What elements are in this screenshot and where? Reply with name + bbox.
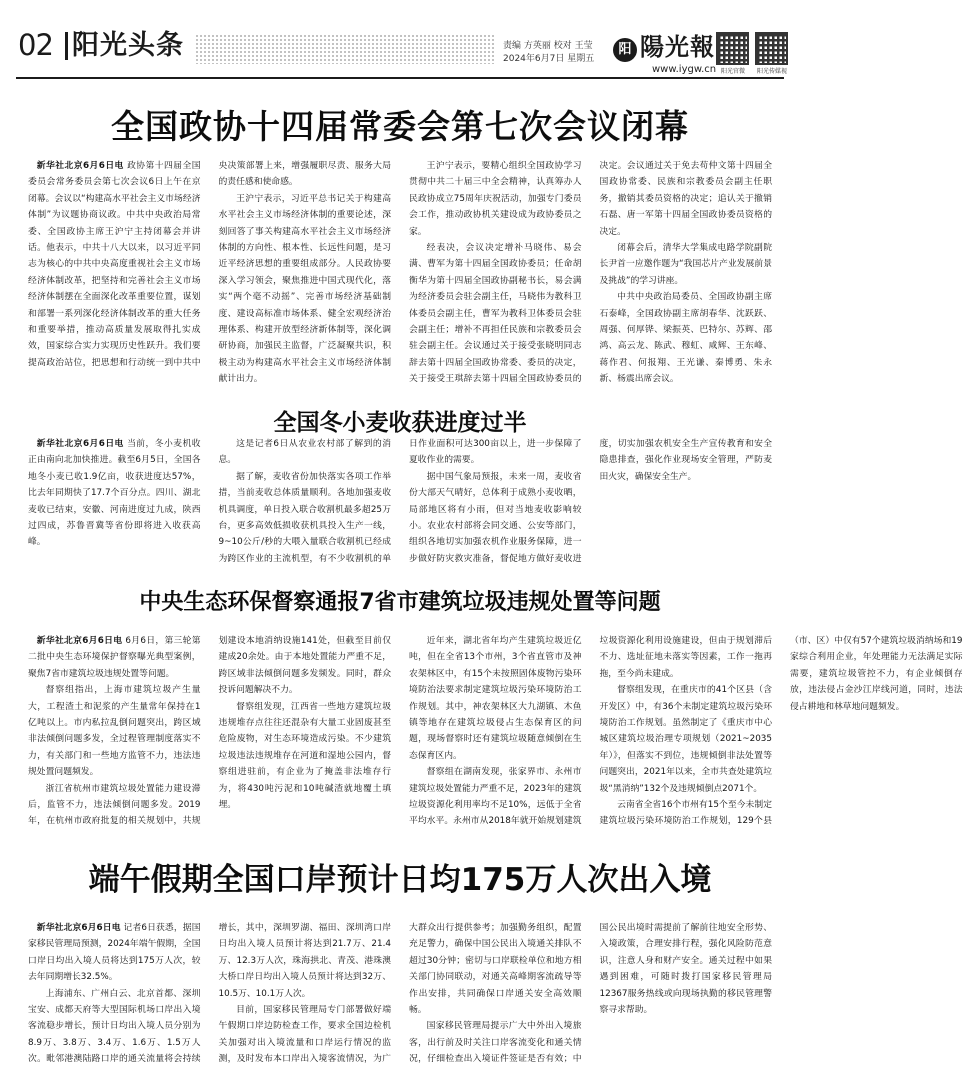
article-body	[28, 158, 772, 392]
article-paragraph: 闭幕会后，清华大学集成电路学院副院长尹首一应邀作题为“我国芯片产业发展前景及挑战”的学习讲座。	[599, 243, 772, 286]
article-headline: 全国冬小麦收获进度过半	[273, 410, 527, 436]
page-number: 02	[18, 28, 53, 62]
article-paragraph: 国家移民管理局提示广大中外出入境旅客，出行前及时关注口岸客流变化和通关情况，仔细检查出入境证件签证是否有效；中国公民出境时需提前了解前往地安全形势、入境政策，合理安排行程，强化风险防范意识，注意人身和财产安全。通关过程中如果遇到困难，可随时拨打国家移民管理局12367服务热线或向现场执勤的移民管理警察寻求帮助。	[409, 923, 772, 1065]
article-text: 记者6日获悉，据国家移民管理局预测，2024年端午假期，全国口岸日均出入境人员将达到175万人次，较去年同期增长32.5%。	[28, 923, 201, 983]
article-paragraph	[28, 920, 201, 986]
masthead	[0, 0, 800, 80]
article-paragraph: 目前，国家移民管理局专门部署做好端午假期口岸边防检查工作，要求全国边检机关加强对出入境流量和口岸运行情况的监测，及时发布本口岸出入境客流情况，为广大群众出行提供参考；加强勤务组织，配置充足警力，确保中国公民出入境通关排队不超过30分钟；密切与口岸联检单位和地方相关部门协同联动，对通关高峰期客流疏导等作出安排，共同确保口岸通关安全高效顺畅。	[218, 923, 582, 1065]
qr-code-icon	[716, 32, 749, 65]
article-paragraph: 督察组发现，在重庆市的41个区县（含开发区）中，有36个未制定建筑垃圾污染环境防治工作规划。虽然制定了《重庆市中心城区建筑垃圾治理专项规划（2021~2035年）》，但落实不到位，违规倾倒非法处置等问题突出，2021年以来，全市共查处建筑垃圾“黑消纳”132个及违规倾倒点2071个。	[599, 685, 772, 794]
article-paragraph: 督察组在湖南发现，张家界市、永州市建筑垃圾处置能力严重不足，2023年的建筑垃圾资源化利用率均不足10%，远低于全省平均水平。永州市从2018年就开始规划建筑垃圾资源化利用设施建设，但由于规划滞后不力、选址征地未落实等因素，工作一拖再拖，至今尚未建成。	[409, 636, 772, 827]
article-paragraph: 据了解，麦收省份加快落实各项工作举措，当前麦收总体质量顺利。各地加强麦收机具调度，单日投入联合收割机最多超25万台，更多高效低损收获机具投入生产一线，9~10公斤/秒的大喂入量联合收割机已经成为跨区作业的主流机型，有不少收割机的单日作业面积可达300亩以上，进一步保障了夏收作业的需要。	[218, 439, 582, 564]
qr-code-icon	[755, 32, 788, 65]
article-paragraph: 据中国气象局预报，未来一周，麦收省份大部天气晴好，总体利于成熟小麦收晒，局部地区将有小雨，但对当地麦收影响较小。农业农村部将会同交通、公安等部门，组织各地切实加强农机作业服务保障，进一步做好防灾救灾准备，督促地方做好麦收进度，切实加强农机安全生产宣传教育和安全隐患排查，强化作业现场安全管理，严防麦田火灾，确保安全生产。	[409, 439, 772, 564]
section-title: 阳光头条	[72, 30, 184, 61]
article-dateline: 新华社北京6月6日电	[36, 161, 124, 171]
editor-credits: 责编 方英丽 校对 王莹	[503, 41, 593, 51]
article-body	[28, 920, 772, 1070]
masthead-rule	[16, 77, 784, 79]
decorative-dot-pattern	[195, 34, 495, 64]
article-paragraph	[28, 436, 201, 551]
article-paragraph: 督察组发现，江西省一些地方建筑垃圾违规堆存点往往还混杂有大量工业固废甚至危险废物，对生态环境造成污染。不少建筑垃圾违法违规堆存在河道和湿地公园内，督察组进驻前，有企业为了掩盖非法堆存行为，将430吨污泥和10吨碱渣就地覆土填埋。	[218, 701, 391, 811]
article-body	[28, 436, 772, 574]
qr-caption: 阳光传媒视	[756, 68, 787, 75]
article-paragraph: 经表决，会议决定增补马晓伟、易会满、曹军为第十四届全国政协委员；任命胡衡华为第十四届全国政协副秘书长，易会满为经济委员会驻会副主任，马晓伟为教科卫体委员会副主任，曹军为教科卫体委员会驻会副主任；增补不再担任民族和宗教委员会驻会副主任。会议通过关于接受张晓明同志辞去第十四届全国政协常委、委员的决定，关于接受王琪辞去第十四届全国政协委员的决定。会议通过关于免去苟仲文第十四届全国政协常委、民族和宗教委员会副主任职务，撤销其委员资格的决定；追认关于撤销石磊、唐一军第十四届全国政协委员资格的决定。	[409, 161, 772, 385]
article-paragraph: 上海浦东、广州白云、北京首都、深圳宝安、成都天府等大型国际机场口岸出入境客流稳步增长，预计日均出入境人员分别为8.9万、3.8万、3.4万、1.6万、1.5万人次。毗邻港澳陆路口岸的通关流量将会持续增长，其中，深圳罗湖、福田、深圳湾口岸日均出入境人员预计将达到21.7万、21.4万、12.3万人次，珠海拱北、青茂、港珠澳大桥口岸日均出入境人员预计将达到32万、10.5万、10.1万人次。	[28, 923, 391, 1065]
article-paragraph: 王沪宁表示，要精心组织全国政协学习贯彻中共二十届三中全会精神，认真筹办人民政协成立75周年庆祝活动，加强专门委员会工作，推动政协机关建设成为政协委员之家。	[409, 161, 582, 237]
issue-date: 2024年6月7日 星期五	[503, 54, 595, 64]
article-paragraph: 云南省全省16个市州有15个至今未制定建筑垃圾污染环境防治工作规划，129个县（市、区）中仅有57个建筑垃圾消纳场和19家综合利用企业，年处理能力无法满足实际需要，建筑垃圾管控不力，有企业倾倒存放，违法侵占金沙江岸线河道，同时，违法侵占耕地和林草地问题频发。	[599, 636, 963, 827]
article-dateline: 新华社北京6月6日电	[36, 923, 121, 933]
article-headline: 端午假期全国口岸预计日均175万人次出入境	[88, 862, 712, 898]
article-paragraph: 这是记者6日从农业农村部了解到的消息。	[218, 439, 391, 466]
article-paragraph: 督察组指出，上海市建筑垃圾产生量大，工程渣土和泥浆的产生量常年保持在1亿吨以上。市内私拉乱倒问题突出，跨区域非法倾倒问题多发，全过程管理制度落实不力，有关部门和一些地方监管不力，违法违规处置问题频发。	[28, 685, 201, 778]
article-paragraph: 近年来，湖北省年均产生建筑垃圾近亿吨，但在全省13个市州，3个省直管市及神农架林区中，有15个未按照固体废物污染环境防治法要求制定建筑垃圾污染环境防治工作规划。其中，神农架林区大九湖镇、木鱼镇等地存在建筑垃圾侵占生态保育区的问题，现场督察时还有建筑垃圾随意倾倒在生态保育区内。	[409, 636, 582, 761]
website-url[interactable]: www.iygw.cn	[652, 64, 717, 75]
article-paragraph	[28, 633, 201, 682]
article-dateline: 新华社北京6月6日电	[36, 636, 123, 646]
article-text: 政协第十四届全国委员会常务委员会第七次会议6日上午在京闭幕。会议以“构建高水平社会主义市场经济体制”为议题协商议政。中共中央政治局常委、全国政协主席王沪宁主持闭幕会并讲话。他表示，中共十八大以来，以习近平同志为核心的中共中央高度重视社会主义市场经济体制改革，把坚持和完善社会主义市场经济体制摆在全面深化改革重要位置，谋划和部署一系列深化经济体制改革的重大任务和重要举措，推动高质量发展取得扎实成效，国家综合实力实现历史性跃升。我们要提高政治站位，把思想和行动统一到中共中央决策部署上来，增强履职尽责、服务大局的责任感和使命感。	[28, 161, 391, 368]
article-headline: 中央生态环保督察通报7省市建筑垃圾违规处置等问题	[139, 590, 661, 615]
article-body	[28, 633, 963, 845]
newspaper-logo: 陽光報	[640, 33, 715, 61]
article-text: 6月6日，第三轮第二批中央生态环境保护督察曝光典型案例，聚焦7省市建筑垃圾违规处置等问题。	[28, 636, 201, 679]
article-text: 当前，冬小麦机收正由南向北加快推进。截至6月5日，全国各地冬小麦已收1.9亿亩，收获进度达57%，比去年同期快了17.7个百分点。四川、湖北麦收已结束，安徽、河南进度过九成，陕西过四成，苏鲁晋冀等省份即将进入收获高峰。	[28, 439, 201, 548]
article-paragraph: 中共中央政治局委员、全国政协副主席石泰峰，全国政协副主席胡春华、沈跃跃、周强、何厚铧、梁振英、巴特尔、苏辉、邵鸿、高云龙、陈武、穆虹、咸辉、王东峰、蒋作君、何报翔、王光谦、秦博勇、朱永新、杨震出席会议。	[599, 292, 772, 385]
article-dateline: 新华社北京6月6日电	[36, 439, 124, 449]
page-number-divider	[65, 32, 68, 60]
article-paragraph: 浙江省杭州市建筑垃圾处置能力建设滞后，监管不力，违法倾倒问题多发。2019年，在杭州市政府批复的相关规划中，共规划建设本地消纳设施141处，但截至目前仅建成20余处。由于本地处置能力严重不足，跨区域非法倾倒问题多发频发。同时，群众投诉问题解决不力。	[28, 636, 391, 827]
article-paragraph: 王沪宁表示，习近平总书记关于构建高水平社会主义市场经济体制的重要论述，深刻回答了事关构建高水平社会主义市场经济体制的方向性、根本性、长远性问题，是习近平经济思想的重要组成部分。人民政协要深入学习领会，聚焦推进中国式现代化，落实“两个毫不动摇”、完善市场经济基础制度、建设高标准市场体系、健全宏观经济治理体系、构建开放型经济新体制等，深化调研协商，加强民主监督，广泛凝聚共识，积极主动为构建高水平社会主义市场经济体制献计出力。	[218, 193, 391, 385]
newspaper-logo-icon: 阳	[613, 38, 637, 62]
qr-caption: 阳光官微	[720, 68, 745, 75]
article-headline: 全国政协十四届常委会第七次会议闭幕	[111, 107, 689, 146]
